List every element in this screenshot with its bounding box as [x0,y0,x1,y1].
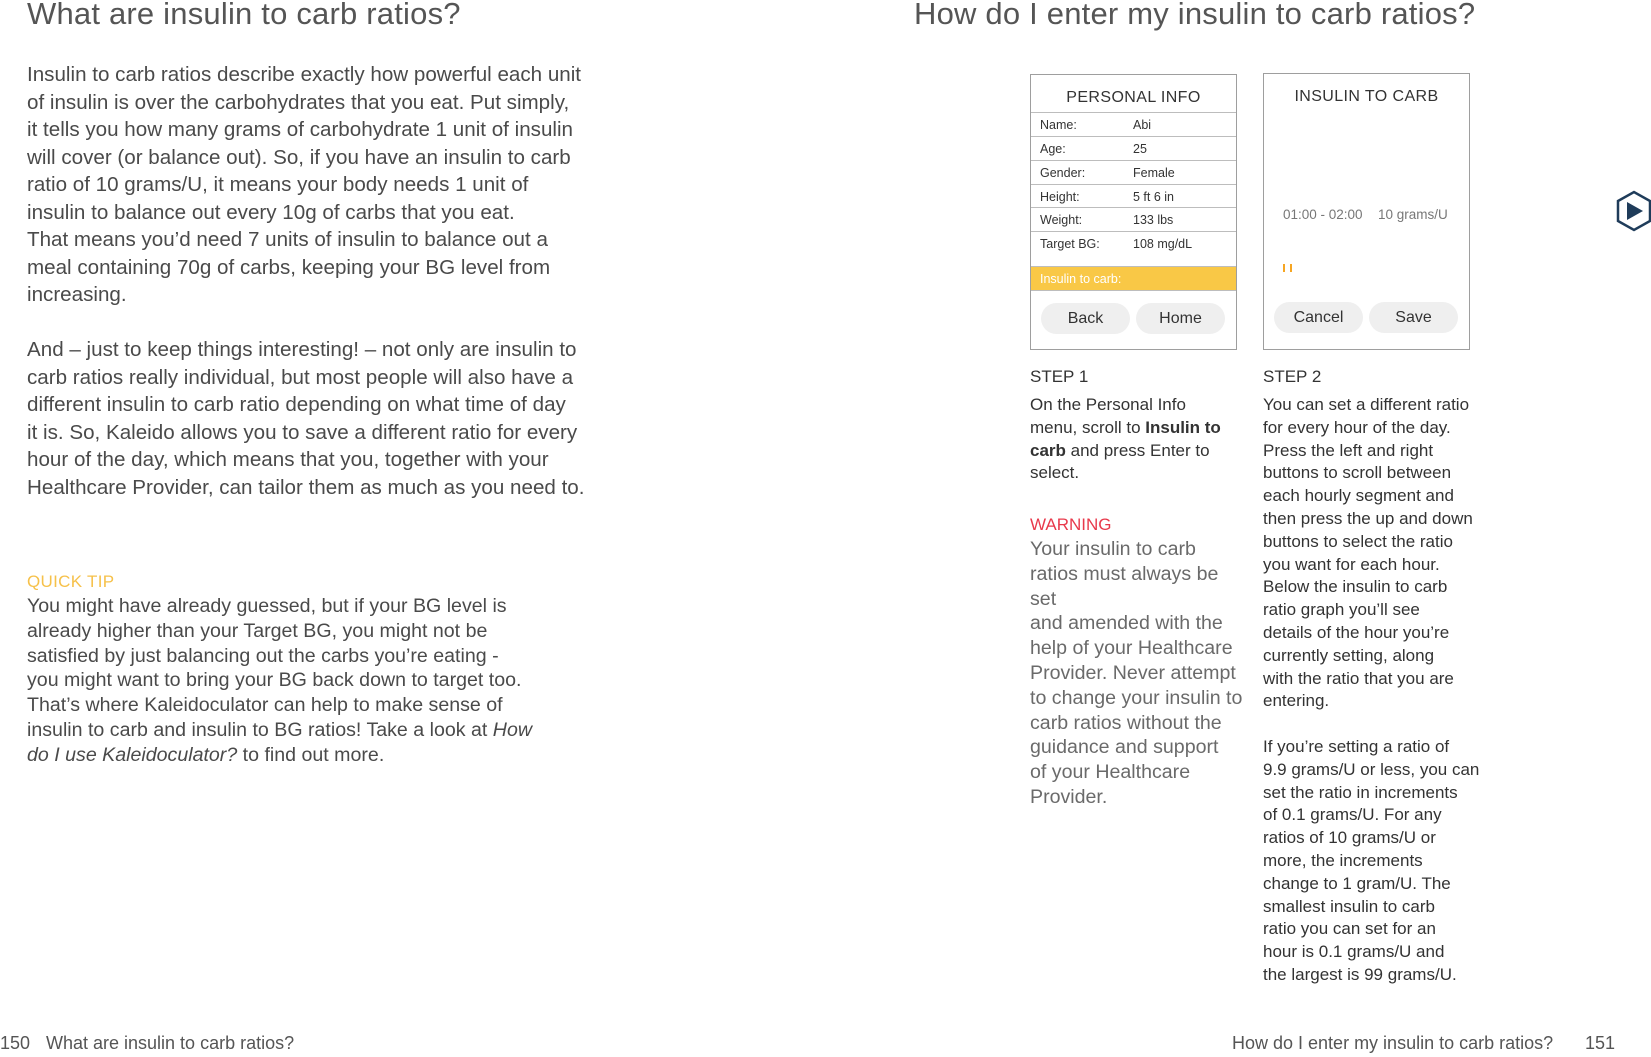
info-label: Name: [1040,118,1077,132]
insulin-to-carb-row[interactable] [1031,266,1236,291]
step-2-line: then press the up and down [1263,508,1473,528]
step-2-line: for every hour of the day. [1263,417,1451,437]
step-2-line: ratio graph you’ll see [1263,600,1420,620]
quick-tip-text: You might have already guessed, but if your BG level is already higher than your Target BG, you might not be satisfied by just balancing out the carbs you’re eating - you might want to bring your BG back down to target too. That’s where Kaleidoculator can help to make sense of insulin to carb and insulin to BG ratios! Take a look at How do I use Kaleidoculator? to find out more. [27,594,547,768]
step-2-line: smallest insulin to carb [1263,896,1435,916]
ratio-value: 10 grams/U [1378,207,1448,222]
info-row[interactable] [1031,160,1236,185]
warning-line: to change your insulin to [1030,686,1243,709]
step-2-line: set the ratio in increments [1263,782,1458,802]
ratio-graph-bar [1290,264,1292,272]
info-row[interactable] [1031,112,1236,137]
warning-text [1030,537,1245,810]
info-value: 133 lbs [1133,213,1174,227]
info-label: Gender: [1040,166,1086,180]
step-2-line: You can set a different ratio [1263,395,1470,414]
tip-line: That’s where Kaleidoculator can help to make sense of [27,694,503,717]
insulin-to-carb-label: Insulin to carb: [1040,272,1122,286]
info-label: Height: [1040,190,1080,204]
cancel-button[interactable]: Cancel [1274,302,1363,333]
right-page-heading: How do I enter my insulin to carb ratios? [914,0,1476,31]
left-page-number: 150 [0,1033,31,1053]
kaleidoculator-link-1: do I use Kaleidoculator? [27,743,238,766]
info-value: Female [1133,166,1175,180]
paragraph-line: That means you’d need 7 units of insulin to balance out a [27,228,548,251]
step-2-line: ratio you can set for an [1263,919,1436,939]
paragraph-line: it is. So, Kaleido allows you to save a different ratio for every [27,420,578,444]
tip-line: you might want to bring your BG back down to target too. [27,669,522,692]
warning-line: ratios must always be set [1030,562,1219,610]
info-row[interactable] [1031,184,1236,209]
warning-label: WARNING [1030,515,1112,534]
info-value: Abi [1133,118,1152,132]
step-1-label: STEP 1 [1030,367,1089,386]
paragraph-line: it tells you how many grams of carbohydrate 1 unit of insulin [27,118,574,141]
paragraph-line: of insulin is over the carbohydrates that you eat. Put simply, [27,90,570,114]
step-2-line: Press the left and right [1263,440,1434,460]
paragraph-line: hour of the day, which means that you, together with your [27,448,549,471]
paragraph-line: will cover (or balance out). So, if you have an insulin to carb [27,145,571,169]
info-label: Age: [1040,142,1066,156]
step-2-text [1263,394,1493,987]
paragraph-line: Healthcare Provider, can tailor them as much as you need to. [27,475,585,499]
step-2-line: of 0.1 grams/U. For any [1263,805,1442,825]
info-value: 108 mg/dL [1133,237,1193,251]
left-page-heading: What are insulin to carb ratios? [27,0,461,31]
info-label: Weight: [1040,213,1083,227]
step-2-line: with the ratio that you are [1263,668,1454,688]
warning-line: guidance and support [1030,736,1219,759]
step-2-line: you want for each hour. [1263,554,1440,574]
warning-line: carb ratios without the [1030,711,1222,734]
step-2-line: more, the increments [1263,850,1423,870]
step-2-line: details of the hour you’re [1263,622,1450,642]
warning-line: Provider. [1030,785,1108,808]
paragraph-line: ratio of 10 grams/U, it means your body needs 1 unit of [27,173,529,196]
tip-line: already higher than your Target BG, you might not be [27,619,488,642]
info-value: 5 ft 6 in [1133,190,1174,204]
step-2-line: 9.9 grams/U or less, you can [1263,759,1480,779]
info-row[interactable] [1031,136,1236,161]
warning-line: of your Healthcare [1030,761,1191,784]
step-2-line: currently setting, along [1263,645,1435,665]
time-range: 01:00 - 02:00 [1283,207,1363,222]
left-page-footer-title: What are insulin to carb ratios? [46,1033,295,1053]
step-2-line: entering. [1263,691,1330,711]
step-2-line: buttons to select the ratio [1263,531,1453,551]
intro-paragraph [27,61,587,501]
step-2-line: the largest is 99 grams/U. [1263,964,1457,984]
insulin-to-carb-title: INSULIN TO CARB [1294,88,1439,105]
paragraph-line: increasing. [27,283,127,306]
insulin-to-carb-screen [1263,73,1470,350]
play-arrow-icon[interactable] [1614,190,1651,233]
warning-line: Your insulin to carb [1030,538,1196,560]
info-value: 25 [1133,142,1147,156]
paragraph-line: Insulin to carb ratios describe exactly how powerful each unit [27,63,582,86]
kaleidoculator-link-0: How [492,718,532,741]
save-button[interactable]: Save [1369,302,1458,333]
step-2-label: STEP 2 [1263,367,1322,386]
paragraph-line: meal containing 70g of carbs, keeping your BG level from [27,255,551,279]
quick-tip-label: QUICK TIP [27,572,115,591]
home-button[interactable]: Home [1136,303,1225,334]
tip-line: insulin to carb and insulin to BG ratios! Take a look at How [27,718,532,741]
step-2-line: each hourly segment and [1263,486,1454,506]
ratio-graph-bar [1283,264,1285,272]
personal-info-title: PERSONAL INFO [1066,89,1201,106]
warning-line: Provider. Never attempt [1030,661,1236,684]
tip-line: satisfied by just balancing out the carbs you’re eating - [27,644,499,667]
paragraph-line: And – just to keep things interesting! – not only are insulin to [27,338,577,361]
warning-line: help of your Healthcare [1030,637,1233,660]
paragraph-line: insulin to balance out every 10g of carbs that you eat. [27,200,515,224]
step-2-line: hour is 0.1 grams/U and [1263,942,1445,962]
info-label: Target BG: [1040,237,1100,251]
paragraph-line: different insulin to carb ratio depending on what time of day [27,393,566,416]
tip-line: You might have already guessed, but if your BG level is [27,595,507,617]
back-button[interactable]: Back [1041,303,1130,334]
paragraph-line: carb ratios really individual, but most people will also have a [27,365,574,389]
warning-line: and amended with the [1030,612,1223,635]
step-2-line: If you’re setting a ratio of [1263,736,1450,756]
right-page-number: 151 [1585,1033,1616,1053]
personal-info-screen [1030,74,1237,350]
info-row[interactable] [1031,207,1236,232]
step-1-text: On the Personal Info menu, scroll to Insulin to carb and press Enter to select. [1030,395,1221,483]
step-2-line: Below the insulin to carb [1263,577,1448,597]
right-page-footer-title: How do I enter my insulin to carb ratios? [1232,1033,1554,1053]
step-2-line: change to 1 gram/U. The [1263,873,1451,893]
step-2-line: buttons to scroll between [1263,463,1452,483]
step-2-line: ratios of 10 grams/U or [1263,828,1436,848]
info-row[interactable] [1031,231,1236,256]
